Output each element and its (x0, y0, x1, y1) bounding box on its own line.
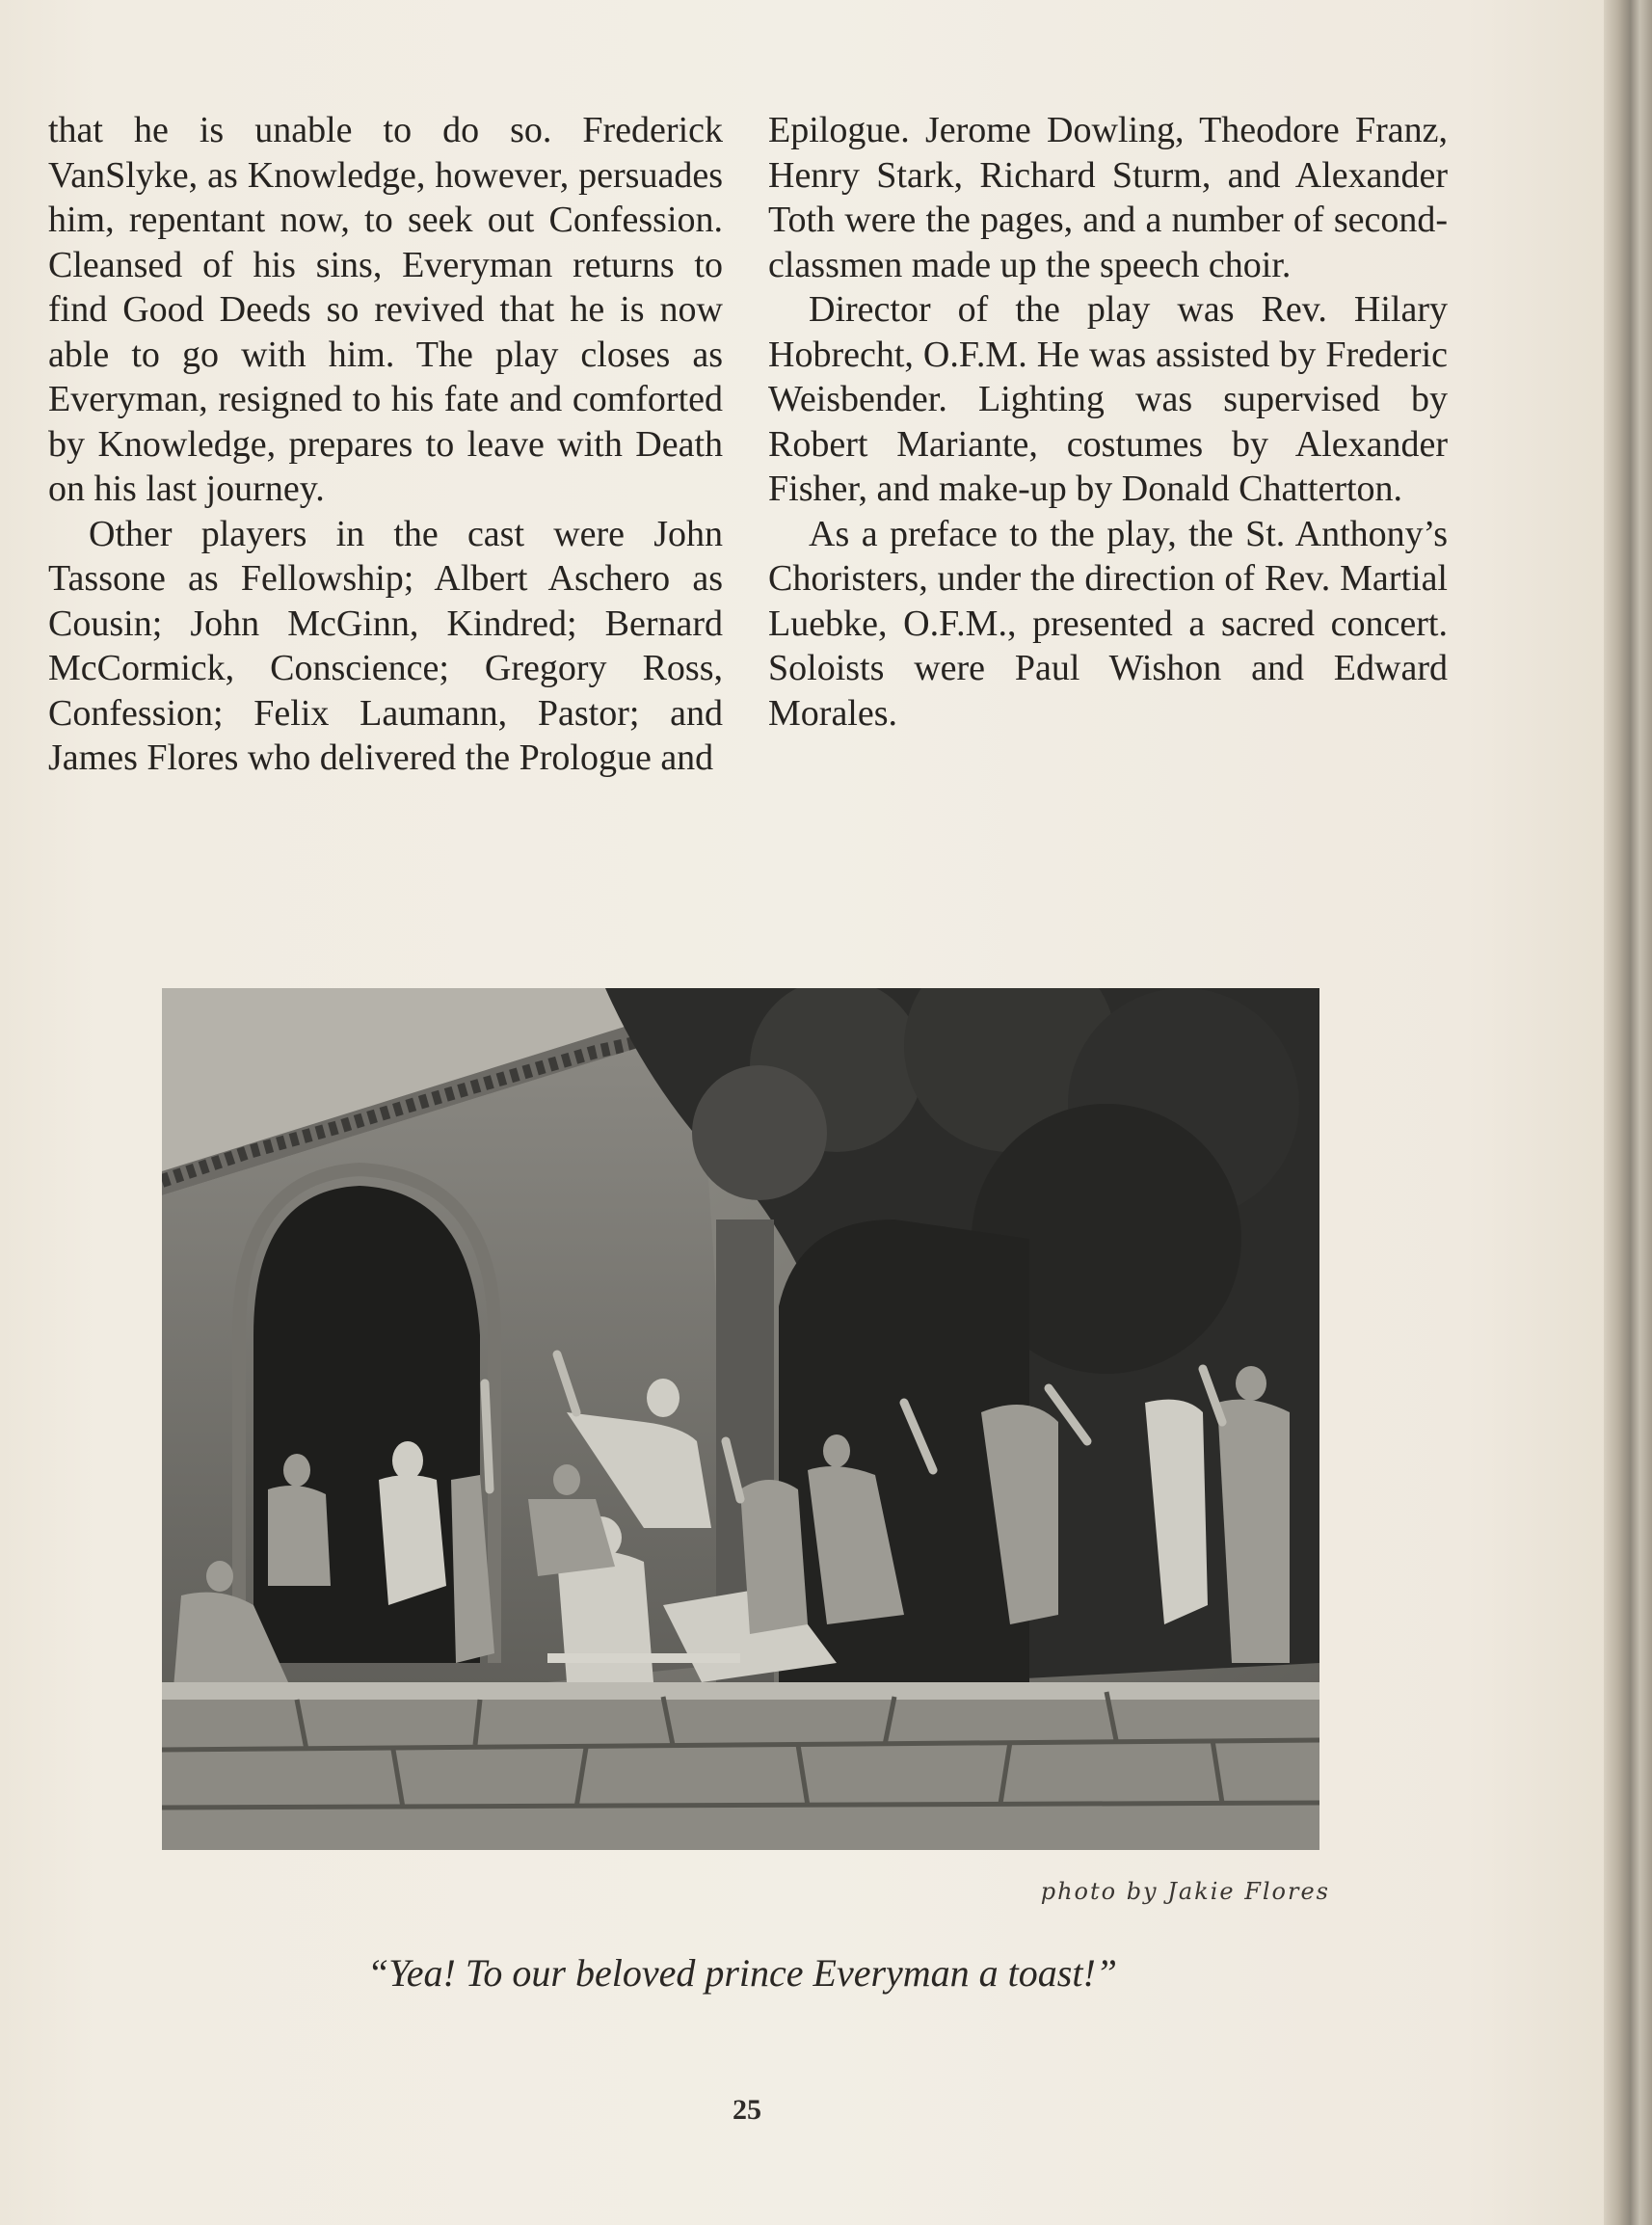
book-spine-edge (1604, 0, 1652, 2225)
right-text-column (768, 108, 1448, 736)
right-paragraph-2: Director of the play was Rev. Hilary Hobrecht, O.F.M. He was assisted by Frederic Weisbender. Lighting was supervised by Robert Mariante, costumes by Alexander Fisher, and make-up by Donald Chatterton. (768, 289, 1448, 509)
right-paragraph-3: As a preface to the play, the St. Anthony’s Choristers, under the direction of Rev. Martial Luebke, O.F.M., presented a sacred concert. Soloists were Paul Wishon and Edward Morales. (768, 513, 1448, 734)
play-photograph (162, 988, 1319, 1850)
photo-caption: “Yea! To our beloved prince Everyman a toast!” (366, 1951, 1118, 1995)
left-paragraph-1: that he is unable to do so. Frederick VanSlyke, as Knowledge, however, persuades him, repentant now, to seek out Confession. Cleansed of his sins, Everyman returns to find Good Deeds so revived that he is now able to go with him. The play closes as Everyman, resigned to his fate and comforted by Knowledge, prepares to leave with Death on his last journey. (48, 110, 723, 509)
left-text-column (48, 108, 723, 781)
page-number: 25 (733, 2094, 761, 2126)
right-paragraph-1: Epilogue. Jerome Dowling, Theodore Franz, Henry Stark, Richard Sturm, and Alexander Toth were the pages, and a number of second-classmen made up the speech choir. (768, 110, 1448, 285)
photo-credit: photo by Jakie Flores (1040, 1878, 1330, 1905)
left-paragraph-2: Other players in the cast were John Tassone as Fellowship; Albert Aschero as Cousin; John McGinn, Kindred; Bernard McCormick, Conscience; Gregory Ross, Confession; Felix Laumann, Pastor; and James Flores who delivered the Prologue and (48, 513, 723, 778)
